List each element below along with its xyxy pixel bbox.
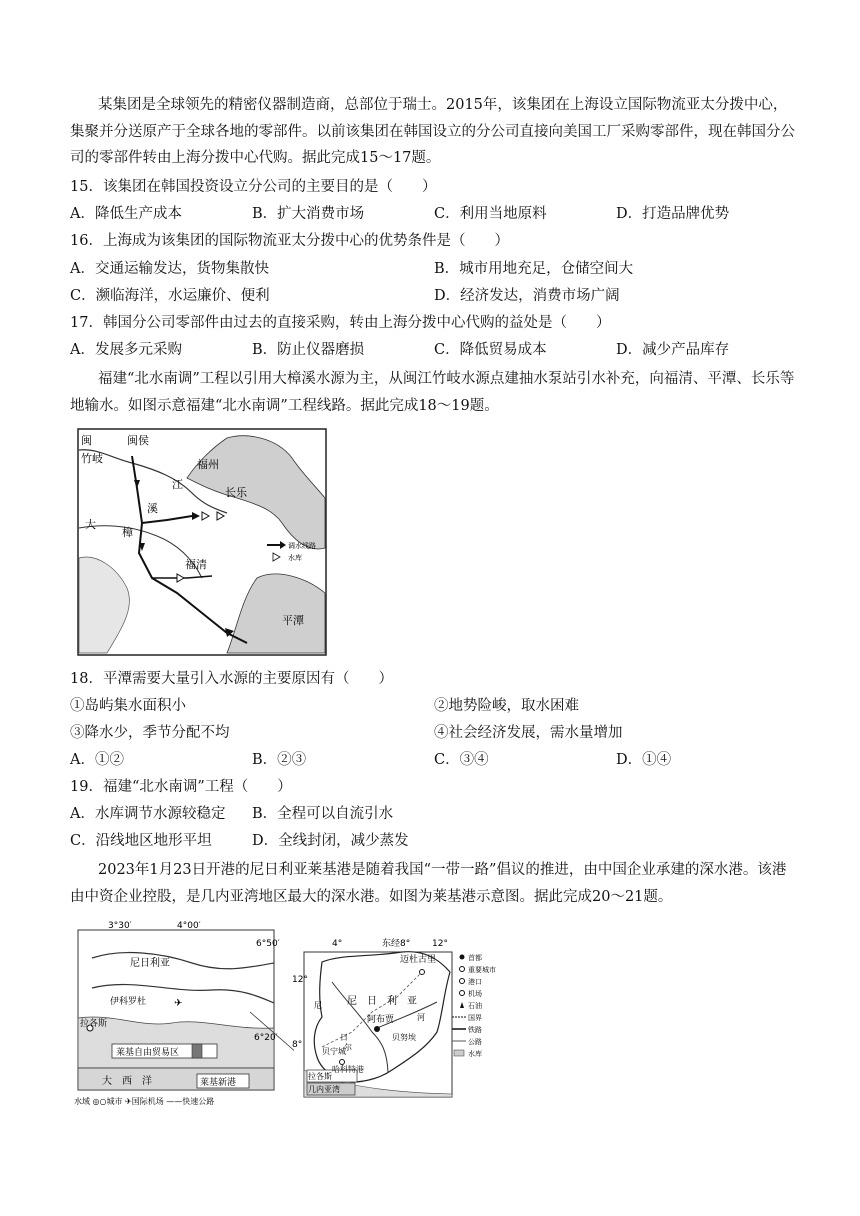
q18-statement-1: ①岛屿集水面积小 [70,698,186,714]
fujian-water-diversion-map [77,428,327,656]
legend-city: 重要城市 [468,966,496,974]
label-min: 闽 [81,434,92,447]
legend-oil: 石油 [468,1002,482,1010]
label-lekki-ftz: 莱基自由贸易区 [116,1048,180,1058]
lat-6-50: 6°50′ [256,939,280,949]
label-lagos: 拉各斯 [80,1019,108,1029]
label-xi: 溪 [147,502,158,515]
q15-option-a[interactable]: A．降低生产成本 [70,206,182,222]
q18-statement-3: ③降水少，季节分配不均 [70,725,230,741]
lon-4-00: 4°00′ [177,921,201,931]
passage-2: 福建“北水南调”工程以引用大樟溪水源为主，从闽江竹岐水源点建抽水泵站引水补充，向福清、平潭、长乐等地输水。如图示意福建“北水南调”工程线路。据此完成18～19题。 [70,371,795,414]
lat-12: 12° [292,975,308,985]
label-jiang: 江 [172,478,183,491]
q18-option-a[interactable]: A．①② [70,752,124,768]
q16-option-b[interactable]: B．城市用地充足，仓储空间大 [434,261,634,277]
question-19-stem: 19．福建“北水南调”工程（ ） [70,779,292,795]
label-country: 尼 日 利 亚 [347,996,417,1007]
q15-option-d[interactable]: D．打造品牌优势 [616,206,730,222]
passage-1: 某集团是全球领先的精密仪器制造商，总部位于瑞士。2015年，该集团在上海设立国际物流亚太分拨中心，集聚并分送原产于全球各地的零部件。以前该集团在韩国设立的分公司直接向美国工厂采购零部件，现在韩国分公司的零部件转由上海分拨中心代购。据此完成15～17题。 [70,97,795,166]
q19-option-d[interactable]: D．全线封闭，减少蒸发 [252,833,409,849]
lon-e8: 东经8° [382,939,411,949]
q18-option-b[interactable]: B．②③ [252,752,307,768]
label-maiduguri: 迈杜古里 [400,955,437,965]
lon-3-30: 3°30′ [108,921,132,931]
q17-option-c[interactable]: C．降低贸易成本 [434,342,547,358]
q17-option-b[interactable]: B．防止仪器磨损 [252,342,365,358]
q16-option-c[interactable]: C．濒临海洋，水运廉价、便利 [70,288,270,304]
q16-option-a[interactable]: A．交通运输发达，货物集散快 [70,261,269,277]
label-ikorodu: 伊科罗杜 [110,997,147,1007]
legend-route: 调水线路 [288,542,316,550]
legend-road: 公路 [468,1038,482,1046]
label-minhou: 闽侯 [127,434,149,447]
q18-option-d[interactable]: D．①④ [616,752,672,768]
label-lekki-port: 莱基新港 [200,1078,237,1088]
legend-reservoir-2: 水库 [468,1050,482,1058]
airport-icon: ✈ [174,998,183,1009]
legend-port: 港口 [468,978,482,986]
legend-border: 国界 [468,1014,482,1022]
question-16-stem: 16．上海成为该集团的国际物流亚太分拨中心的优势条件是（ ） [70,233,509,249]
label-nigeria: 尼日利亚 [130,958,170,969]
label-abuja: 阿布贾 [367,1015,395,1025]
legend-reservoir: 水库 [288,554,302,562]
q17-option-d[interactable]: D．减少产品库存 [616,342,730,358]
label-benin: 贝宁城 [322,1047,346,1056]
label-river-he: 河 [417,1013,425,1022]
legend-rail: 铁路 [468,1026,482,1034]
q18-option-c[interactable]: C．③④ [434,752,489,768]
lat-8: 8° [292,1040,303,1050]
label-changle: 长乐 [225,486,247,499]
lat-6-20: 6°20′ [254,1033,278,1043]
label-port-harcourt: 哈科特港 [332,1065,364,1074]
legend-airport: 机场 [468,990,482,998]
label-fuqing: 福清 [185,558,207,571]
label-river-ni: 尼 [314,1001,322,1010]
passage-3: 2023年1月23日开港的尼日利亚莱基港是随着我国“一带一路”倡议的推进，由中国企业承建的深水港。该港由中资企业控股，是几内亚湾地区最大的深水港。如图为莱基港示意图。据此完成20～21题。 [70,862,787,905]
map2-legend: 水域 ◎○城市 ✈国际机场 ——快速公路 [74,1097,215,1106]
q16-option-d[interactable]: D．经济发达，消费市场广阔 [434,288,620,304]
label-zhang: 樟 [122,526,133,539]
q19-option-a[interactable]: A．水库调节水源较稳定 [70,806,226,822]
q18-statement-4: ④社会经济发展，需水量增加 [434,725,623,741]
q15-option-b[interactable]: B．扩大消费市场 [252,206,365,222]
q17-option-a[interactable]: A．发展多元采购 [70,342,182,358]
nigeria-overview-map [292,932,524,1102]
label-river-er: 尔 [344,1043,352,1052]
q15-option-c[interactable]: C．利用当地原料 [434,206,547,222]
label-fuzhou: 福州 [197,458,219,471]
label-zhuqi: 竹岐 [81,452,103,465]
label-benue: 贝努埃 [392,1033,416,1042]
lon-4: 4° [332,939,343,949]
q18-statement-2: ②地势险峻，取水困难 [434,698,579,714]
q19-option-c[interactable]: C．沿线地区地形平坦 [70,833,212,849]
label-atlantic: 大 西 洋 [102,1076,152,1087]
question-18-stem: 18．平潭需要大量引入水源的主要原因有（ ） [70,671,393,687]
label-pingtan: 平潭 [282,614,304,627]
question-15-stem: 15．该集团在韩国投资设立分公司的主要目的是（ ） [70,179,437,195]
legend-capital: 首都 [468,954,482,962]
label-lagos-2: 拉各斯 [308,1072,332,1081]
question-17-stem: 17．韩国分公司零部件由过去的直接采购，转由上海分拨中心代购的益处是（ ） [70,315,611,331]
label-gulf: 几内亚湾 [308,1085,340,1094]
label-da: 大 [85,518,96,531]
label-river-ri: 日 [340,1033,348,1042]
lon-12: 12° [432,939,448,949]
q19-option-b[interactable]: B．全程可以自流引水 [252,806,394,822]
